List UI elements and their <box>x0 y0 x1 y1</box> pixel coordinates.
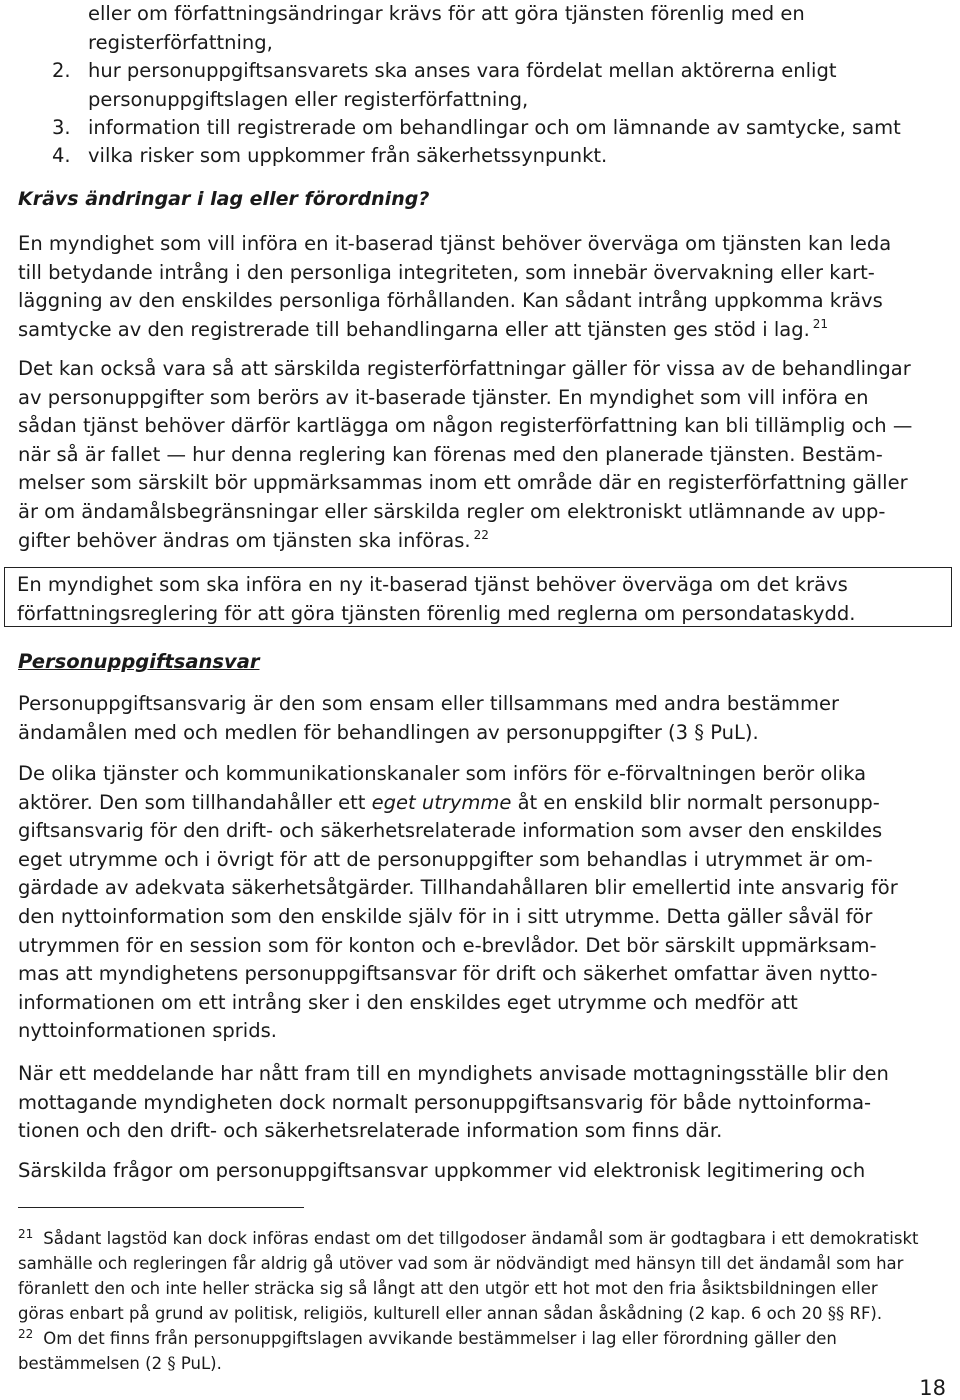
text-fragment: aktörer. Den som tillhandahåller ett <box>18 790 372 814</box>
text-line: personuppgiftslagen eller registerförfattning, <box>88 87 529 111</box>
text-line: En myndighet som vill införa en it-baserad tjänst behöver överväga om tjänsten kan leda <box>18 232 892 255</box>
text-line: informationen om ett intrång sker i den enskildes eget utrymme och medför att <box>18 990 798 1014</box>
text-fragment: RF). <box>844 1304 883 1323</box>
footnote-reference[interactable]: 22 <box>473 528 489 543</box>
text-fragment: Om det finns från personuppgiftslagen avvikande bestämmelser i lag eller förordning gäller den <box>43 1329 837 1348</box>
section-sign: § <box>167 1354 176 1373</box>
text-line: mottagande myndigheten dock normalt personuppgiftsansvarig för både nyttoinforma- <box>18 1090 872 1114</box>
text-line: läggning av den enskildes personliga förhållanden. Kan sådant intrång uppkomma krävs <box>18 289 883 313</box>
text-fragment: gifter behöver ändras om tjänsten ska införas. <box>18 528 471 552</box>
text-line <box>18 527 948 556</box>
text-line: Personuppgiftsansvarig är den som ensam eller tillsammans med andra bestämmer <box>18 692 840 715</box>
footnotes <box>18 1226 948 1376</box>
text-line: den nyttoinformation som den enskilde själv för in i sitt utrymme. Detta gäller såväl för <box>18 904 873 928</box>
text-line: gärdade av adekvata säkerhetsåtgärder. Tillhandahållaren blir emellertid inte ansvarig för <box>18 876 898 900</box>
text-line: hur personuppgiftsansvarets ska anses vara fördelat mellan aktörerna enligt <box>88 59 837 82</box>
text-line: En myndighet som ska införa en ny it-baserad tjänst behöver överväga om det krävs <box>17 573 848 596</box>
text-line <box>18 316 948 345</box>
text-line <box>18 1326 948 1351</box>
text-line <box>18 719 948 748</box>
paragraph <box>18 230 948 344</box>
text-line: eget utrymme och i övrigt för att de personuppgifter som behandlas i utrymmet är om- <box>18 847 873 871</box>
text-fragment: bestämmelsen (2 <box>18 1354 168 1373</box>
text-line: De olika tjänster och kommunikationskanaler som införs för e-förvaltningen berör olika <box>18 762 867 785</box>
text-line: registerförfattning, <box>88 30 273 54</box>
text-line: mas att myndighetens personuppgiftsansvar för drift och säkerhet omfattar även nytto- <box>18 962 878 986</box>
text-line: sådan tjänst behöver därför kartlägga om någon registerförfattning kan bli tillämplig och — <box>18 414 913 438</box>
text-line: information till registrerade om behandlingar och om lämnande av samtycke, samt <box>88 116 901 139</box>
text-line: Det kan också vara så att särskilda registerförfattningar gäller för vissa av de behandlingar <box>18 357 911 380</box>
text-line: är om ändamålsbegränsningar eller särskilda regler om elektroniskt utlämnande av upp- <box>18 499 886 523</box>
text-line: Särskilda frågor om personuppgiftsansvar uppkommer vid elektronisk legitimering och <box>18 1159 866 1182</box>
text-line: av personuppgifter som berörs av it-baserade tjänster. En myndighet som vill införa en <box>18 385 869 409</box>
footnote-reference[interactable]: 21 <box>812 317 829 332</box>
text-line: föranlett den och inte heller sträcka sig så långt att den utgör ett hot mot den fria åsiktsbildningen eller <box>18 1279 878 1298</box>
text-line: när så är fallet — hur denna reglering kan förenas med den planerade tjänsten. Bestäm- <box>18 442 883 466</box>
text-fragment: PuL). <box>704 720 759 744</box>
text-line: giftsansvarig för den drift- och säkerhetsrelaterade information som avser den enskildes <box>18 819 883 843</box>
list-number: 2. <box>52 59 71 82</box>
text-fragment: åt en enskild blir normalt personupp- <box>511 790 880 814</box>
page-number: 18 <box>919 1376 946 1400</box>
list-item-1-continuation <box>18 0 805 57</box>
text-fragment: ändamålen med och medlen för behandlingen av personuppgifter (3 <box>18 720 695 744</box>
text-line: författningsreglering för att göra tjänsten förenlig med reglerna om persondataskydd. <box>17 601 856 625</box>
footnote-22 <box>18 1326 948 1376</box>
text-line: tionen och den drift- och säkerhetsrelaterade information som finns där. <box>18 1119 723 1143</box>
text-line <box>18 1351 948 1376</box>
footnote-21 <box>18 1226 948 1326</box>
text-line: vilka risker som uppkommer från säkerhetssynpunkt. <box>88 144 608 167</box>
footnote-mark: 21 <box>18 1226 34 1241</box>
section-heading: Personuppgiftsansvar <box>18 650 260 673</box>
text-line <box>18 1301 948 1326</box>
list-item-4 <box>18 142 607 171</box>
text-line: När ett meddelande har nått fram till en myndighets anvisade mottagningsställe blir den <box>18 1062 889 1085</box>
list-item-3 <box>18 114 901 143</box>
text-line: utrymmen för en session som för konton och e-brevlådor. Det bör särskilt uppmärksam- <box>18 933 877 957</box>
text-fragment: Sådant lagstöd kan dock införas endast om det tillgodoser ändamål som är godtagbara i ett demokratiskt <box>43 1229 919 1248</box>
paragraph <box>18 760 948 1046</box>
paragraph <box>18 1157 948 1186</box>
text-line <box>18 1226 948 1251</box>
text-fragment: göras enbart på grund av politisk, religiös, kulturell eller annan sådan åskådning (2 kap. 6 och 20 <box>18 1304 828 1323</box>
text-line: till betydande intrång i den personliga integriteten, som innebär övervakning eller kart- <box>18 260 875 284</box>
highlight-box <box>4 567 952 627</box>
text-line: samhälle och regleringen får aldrig gå utöver vad som är nödvändigt med hänsyn till det ändamål som har <box>18 1254 904 1273</box>
section-heading: Krävs ändringar i lag eller förordning? <box>18 188 430 210</box>
list-number: 3. <box>52 116 71 139</box>
list-item-2 <box>18 57 836 114</box>
highlight-box-text <box>17 571 855 628</box>
paragraph <box>18 355 948 555</box>
list-number: 4. <box>52 144 71 167</box>
text-fragment: PuL). <box>175 1354 222 1373</box>
footnote-divider <box>18 1207 304 1208</box>
paragraph <box>18 690 948 747</box>
paragraph <box>18 1060 948 1146</box>
text-fragment: samtycke av den registrerade till behandlingarna eller att tjänsten ges stöd i lag. <box>18 317 810 341</box>
text-line <box>18 789 948 818</box>
text-line: eller om författningsändringar krävs för att göra tjänsten förenlig med en <box>88 2 805 25</box>
section-sign: § <box>694 720 705 744</box>
text-line: nyttoinformationen sprids. <box>18 1019 277 1043</box>
section-sign: §§ <box>827 1304 845 1323</box>
text-line: melser som särskilt bör uppmärksammas inom ett område där en registerförfattning gäller <box>18 471 908 495</box>
emphasis-text: eget utrymme <box>371 790 512 814</box>
footnote-mark: 22 <box>18 1326 34 1341</box>
